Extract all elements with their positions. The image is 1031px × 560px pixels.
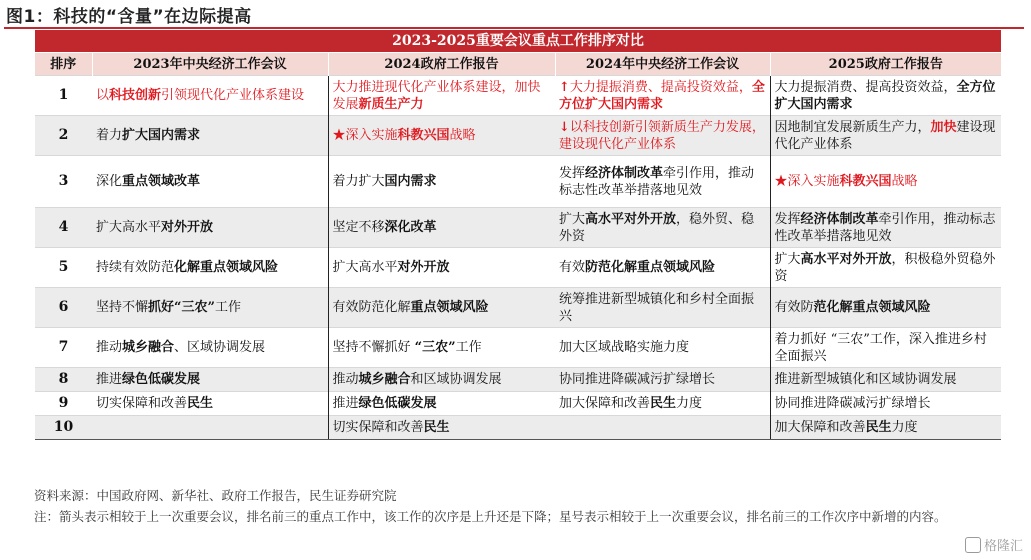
cell-2023-cewc [92, 288, 328, 328]
cell-2024-cewc [555, 208, 770, 248]
cell-text: ★ [332, 128, 346, 143]
cell-text: 建设 [278, 88, 305, 103]
source-note: 资料来源：中国政府网、新华社、政府工作报告，民生证券研究院 [34, 488, 397, 503]
cell-text: 切实保障和改善 [332, 420, 424, 435]
cell-text: 深化 [96, 174, 123, 189]
cell-text: 工作 [455, 340, 482, 355]
cell-text: 坚持不懈抓好 [332, 340, 415, 355]
cell-text: 着力 [96, 128, 123, 143]
cell-2024-gwr [328, 156, 555, 208]
cell-2025-gwr [770, 368, 1001, 392]
cell-text: 有效防范化解 [332, 300, 411, 315]
cell-text: 深化改革 [384, 220, 437, 235]
cell-text: 有效防 [774, 300, 814, 315]
cell-text: 民生 [187, 396, 214, 411]
cell-2025-gwr [770, 248, 1001, 288]
rank-cell: 1 [35, 76, 92, 116]
cell-text: 推动 [96, 340, 123, 355]
table-row [35, 328, 1001, 368]
cell-text: 扩大 [559, 211, 586, 227]
cell-text: 力度 [891, 420, 918, 435]
cell-text: 扩大 [774, 251, 801, 267]
cell-text: 大力推进现代化产业体系建设， [332, 79, 515, 95]
cell-text: 引领现代化产业体系 [161, 88, 279, 103]
cell-text: 力度 [676, 396, 703, 411]
cell-text: 科技创新 [109, 88, 162, 103]
table-row [35, 368, 1001, 392]
cell-text: 战略 [449, 128, 476, 143]
cell-text: 绿色低碳发展 [122, 372, 201, 387]
cell-2023-cewc [92, 368, 328, 392]
cell-2025-gwr [770, 288, 1001, 328]
watermark [965, 535, 1023, 554]
cell-2024-cewc [555, 416, 770, 440]
cell-text: ，稳外贸、稳外资 [559, 211, 755, 244]
cell-2024-cewc [555, 156, 770, 208]
cell-text: 化解重点领域风险 [174, 260, 279, 275]
cell-2024-gwr [328, 208, 555, 248]
cell-text: 扩大高水平 [96, 220, 162, 235]
cell-2024-cewc [555, 288, 770, 328]
table-row [35, 156, 1001, 208]
cell-text: “三农” [414, 340, 456, 355]
cell-text: 加大区域战略实施力度 [559, 340, 690, 355]
cell-text: 加大保障和改善 [559, 396, 651, 411]
table-row [35, 392, 1001, 416]
cell-text: 工作 [214, 300, 241, 315]
cell-text: 高水平对外开放 [585, 211, 677, 227]
cell-2025-gwr [770, 208, 1001, 248]
rank-cell: 10 [35, 416, 92, 440]
footnote: 注：箭头表示相较于上一次重要会议，排名前三的重点工作中，该工作的次序是上升还是下降；星号表示相较于上一次重要会议，排名前三的工作次序中新增的内容。 [34, 509, 947, 524]
cell-text: 协同推进降碳减污扩绿增长 [559, 372, 716, 387]
cell-2024-cewc [555, 392, 770, 416]
cell-text: 牵引作用，推动标志性改革举措落地见效 [559, 165, 755, 198]
cell-text: 因地制宜发展新质生产力， [774, 119, 931, 135]
cell-text: ，积极稳外贸稳外资 [774, 251, 996, 284]
cell-text: ↑ [559, 79, 570, 95]
cell-text: 、区域协调发展 [174, 340, 266, 355]
cell-text: 新质生产力 [358, 96, 424, 112]
cell-2025-gwr [770, 116, 1001, 156]
cell-text: 城乡融合 [358, 372, 411, 387]
cell-text: 牵引作用，推动标志性改革举措落地见效 [774, 211, 996, 244]
cell-text: 切实保障和改善 [96, 396, 188, 411]
table-row [35, 208, 1001, 248]
cell-text: 民生 [865, 420, 892, 435]
cell-text: ↓ [559, 119, 570, 135]
cell-text: 对外开放 [397, 260, 450, 275]
cell-text: 对外开放 [161, 220, 214, 235]
cell-2023-cewc [92, 392, 328, 416]
cell-text: 范化解重点领域风险 [813, 300, 931, 315]
cell-text: 推进 [96, 372, 123, 387]
cell-2024-cewc [555, 248, 770, 288]
cell-2024-gwr [328, 76, 555, 116]
table-row [35, 76, 1001, 116]
cell-text: 国内需求 [384, 174, 437, 189]
rank-cell: 4 [35, 208, 92, 248]
cell-2024-cewc [555, 76, 770, 116]
rank-cell: 5 [35, 248, 92, 288]
cell-2024-gwr [328, 288, 555, 328]
rank-cell: 2 [35, 116, 92, 156]
cell-2023-cewc [92, 328, 328, 368]
cell-text: 民生 [650, 396, 677, 411]
cell-2025-gwr [770, 76, 1001, 116]
cell-text: 重点领域风险 [410, 300, 489, 315]
cell-text: 推进新型城镇化和区域协调发展 [774, 372, 957, 387]
cell-2024-cewc [555, 116, 770, 156]
cell-2023-cewc [92, 116, 328, 156]
cell-2024-gwr [328, 116, 555, 156]
cell-2024-gwr [328, 328, 555, 368]
cell-2025-gwr [770, 328, 1001, 368]
cell-text: 着力扩大 [332, 174, 385, 189]
comparison-table [35, 30, 1001, 440]
cell-text: 深入实施 [787, 174, 840, 189]
cell-text: 发挥 [559, 165, 586, 181]
cell-2025-gwr [770, 392, 1001, 416]
title-rule [4, 27, 1024, 29]
cell-text: 民生 [423, 420, 450, 435]
cell-text: 推进 [332, 396, 359, 411]
rank-cell: 9 [35, 392, 92, 416]
cell-2023-cewc [92, 416, 328, 440]
table-row [35, 116, 1001, 156]
cell-2025-gwr [770, 156, 1001, 208]
header-2024-cewc: 2024年中央经济工作会议 [555, 53, 770, 76]
cell-2024-cewc [555, 368, 770, 392]
table-body [35, 76, 1001, 440]
cell-text: 加快 [930, 119, 957, 135]
cell-2024-gwr [328, 392, 555, 416]
cell-2023-cewc [92, 208, 328, 248]
table-banner: 2023-2025重要会议重点工作排序对比 [35, 30, 1001, 53]
cell-text: 着力抓好 “三农”工作，深入推进乡村全面振兴 [774, 331, 987, 364]
cell-text: 抓好“三农” [148, 300, 215, 315]
cell-text: 和区域协调发展 [410, 372, 502, 387]
cell-text: 推动 [332, 372, 359, 387]
cell-text: 重点领域改革 [122, 174, 201, 189]
cell-text: ★ [774, 174, 788, 189]
cell-2024-gwr [328, 368, 555, 392]
cell-text: 以 [96, 88, 110, 103]
cell-text: 加大保障和改善 [774, 420, 866, 435]
watermark-text: 格隆汇 [983, 539, 1023, 554]
cell-text: 高水平对外开放 [800, 251, 892, 267]
cell-text: 经济体制改革 [585, 165, 664, 181]
cell-text: 战略 [891, 174, 918, 189]
cell-2024-cewc [555, 328, 770, 368]
rank-cell: 6 [35, 288, 92, 328]
cell-text: 城乡融合 [122, 340, 175, 355]
rank-cell: 8 [35, 368, 92, 392]
cell-text: 有效 [559, 260, 586, 275]
cell-text: 全方位扩大国内需求 [774, 79, 996, 112]
cell-text: 科教兴国 [839, 174, 892, 189]
cell-2023-cewc [92, 156, 328, 208]
cell-2025-gwr [770, 416, 1001, 440]
cell-text: 大力提振消费、提高投资效益， [774, 79, 957, 95]
cell-text: 以科技创新引领新质生产力发展，建设现代化产业体系 [559, 119, 765, 152]
cell-text: 加快发展 [332, 79, 541, 112]
cell-2023-cewc [92, 248, 328, 288]
cell-2023-cewc [92, 76, 328, 116]
cell-text: 坚持不懈 [96, 300, 149, 315]
cell-2024-gwr [328, 416, 555, 440]
cell-text: 防范化解重点领域风险 [585, 260, 716, 275]
header-2023-cewc: 2023年中央经济工作会议 [92, 53, 328, 76]
cell-text: 协同推进降碳减污扩绿增长 [774, 396, 931, 411]
header-rank: 排序 [35, 53, 92, 76]
cell-text: 经济体制改革 [800, 211, 879, 227]
cell-text: 发挥 [774, 211, 801, 227]
header-2025-gwr: 2025政府工作报告 [770, 53, 1001, 76]
cell-text: 持续有效防范 [96, 260, 175, 275]
cell-text: 深入实施 [345, 128, 398, 143]
watermark-logo-icon [965, 537, 981, 553]
header-2024-gwr: 2024政府工作报告 [328, 53, 555, 76]
table-row [35, 288, 1001, 328]
rank-cell: 7 [35, 328, 92, 368]
cell-text: 统筹推进新型城镇化和乡村全面振兴 [559, 291, 755, 324]
rank-cell: 3 [35, 156, 92, 208]
table-row [35, 416, 1001, 440]
cell-text: 建设现代化产业体系 [774, 119, 996, 152]
figure-title: 图1：科技的“含量”在边际提高 [6, 7, 252, 27]
cell-text: 坚定不移 [332, 220, 385, 235]
cell-text: 科教兴国 [397, 128, 450, 143]
cell-text: 绿色低碳发展 [358, 396, 437, 411]
table-row [35, 248, 1001, 288]
cell-text: 扩大高水平 [332, 260, 398, 275]
cell-text: 大力提振消费、提高投资效益， [569, 79, 752, 95]
cell-text: 全方位扩大国内需求 [559, 79, 765, 112]
cell-text: 扩大国内需求 [122, 128, 201, 143]
cell-2024-gwr [328, 248, 555, 288]
